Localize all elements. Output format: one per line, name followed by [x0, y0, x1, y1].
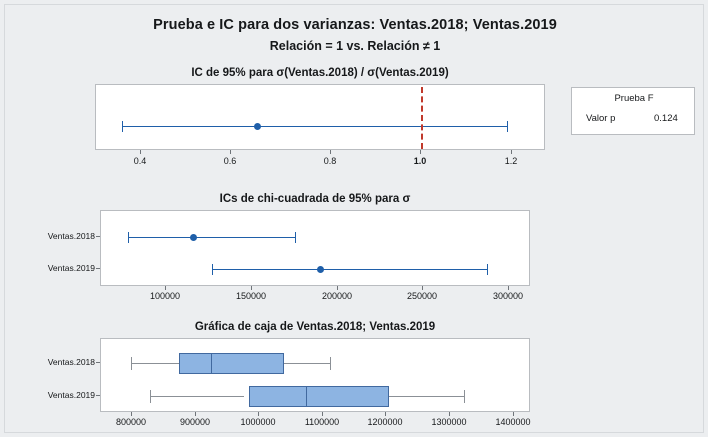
ratio-ci-plot — [95, 84, 545, 150]
page-title: Prueba e IC para dos varianzas: Ventas.2018; Ventas.2019 — [153, 17, 557, 33]
panel2-tick-3: 250000 — [406, 291, 438, 301]
panel1-tick-0: 0.4 — [133, 156, 147, 166]
panel2-tick-0: 100000 — [149, 291, 181, 301]
interval-estimate-dot — [254, 123, 261, 130]
panel3-tick-6: 1400000 — [495, 417, 531, 427]
interval-line-2018 — [128, 237, 295, 238]
f-test-box — [571, 87, 695, 135]
interval-estimate-dot-2019 — [317, 266, 324, 273]
interval-upper-cap-2018 — [295, 232, 296, 243]
panel3-row-label-0: Ventas.2018 — [47, 357, 95, 367]
panel3-tick-5: 1300000 — [431, 417, 467, 427]
interval-upper-cap-2019 — [487, 264, 488, 275]
boxplot — [100, 338, 530, 412]
box-2018 — [179, 353, 284, 374]
interval-estimate-dot-2018 — [190, 234, 197, 241]
panel2-row-label-1: Ventas.2019 — [47, 263, 95, 273]
panel3-tick-0: 800000 — [115, 417, 147, 427]
chart-canvas — [4, 4, 704, 433]
panel3-row-label-1: Ventas.2019 — [47, 390, 95, 400]
chisq-ci-plot — [100, 210, 530, 286]
panel1-tick-2: 0.8 — [323, 156, 337, 166]
p-value-value: 0.124 — [654, 113, 678, 124]
box-whisker-cap-left-2019 — [150, 390, 151, 403]
panel3-tick-1: 900000 — [179, 417, 211, 427]
interval-line-2019 — [212, 269, 487, 270]
panel2-title: ICs de chi-cuadrada de 95% para σ — [219, 193, 411, 205]
panel3-row-tick-0 — [96, 362, 100, 363]
box-whisker-cap-right-2018 — [330, 357, 331, 370]
panel3-tick-2: 1000000 — [240, 417, 276, 427]
box-median-2019 — [306, 386, 307, 407]
box-whisker-cap-left-2018 — [131, 357, 132, 370]
panel2-tick-2: 200000 — [321, 291, 353, 301]
panel2-tick-1: 150000 — [235, 291, 267, 301]
interval-lower-cap — [122, 121, 123, 132]
panel1-tick-1: 0.6 — [223, 156, 237, 166]
panel1-tick-4: 1.2 — [504, 156, 518, 166]
reference-line-at-1 — [421, 87, 423, 149]
f-test-header: Prueba F — [614, 93, 654, 104]
interval-line — [122, 126, 507, 127]
panel2-row-label-0: Ventas.2018 — [47, 231, 95, 241]
panel3-tick-3: 1100000 — [304, 417, 340, 427]
box-median-2018 — [211, 353, 212, 374]
panel2-row-tick-0 — [96, 236, 100, 237]
box-whisker-cap-right-2019 — [464, 390, 465, 403]
panel1-tick-3: 1.0 — [413, 156, 427, 166]
interval-lower-cap-2018 — [128, 232, 129, 243]
interval-lower-cap-2019 — [212, 264, 213, 275]
box-whisker-right-2018 — [284, 363, 330, 364]
page-subtitle: Relación = 1 vs. Relación ≠ 1 — [269, 39, 441, 53]
panel3-title: Gráfica de caja de Ventas.2018; Ventas.2019 — [194, 321, 436, 333]
panel2-tick-4: 300000 — [492, 291, 524, 301]
panel2-row-tick-1 — [96, 268, 100, 269]
p-value-label: Valor p — [586, 113, 616, 124]
panel1-title: IC de 95% para σ(Ventas.2018) / σ(Ventas.2019) — [191, 67, 449, 79]
panel3-tick-4: 1200000 — [367, 417, 403, 427]
box-2019 — [249, 386, 389, 407]
panel3-row-tick-1 — [96, 395, 100, 396]
box-whisker-right-2019 — [389, 396, 464, 397]
box-whisker-left-2019 — [150, 396, 244, 397]
interval-upper-cap — [507, 121, 508, 132]
